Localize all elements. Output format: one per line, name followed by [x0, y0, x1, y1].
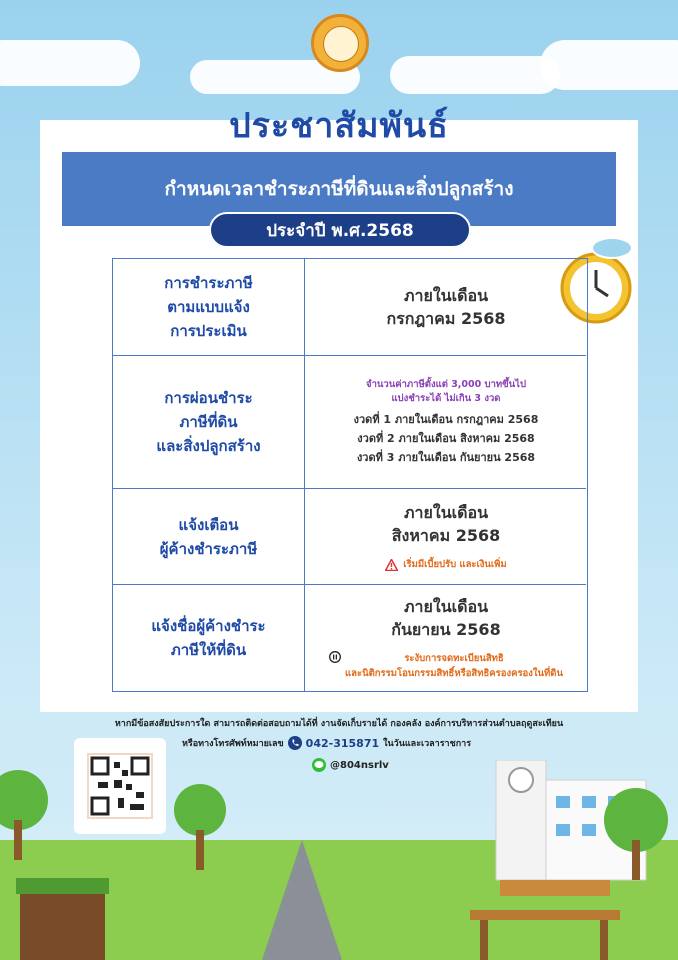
row-label: การผ่อนชำระ ภาษีที่ดิน และสิ่งปลูกสร้าง	[113, 356, 305, 488]
warning-icon	[385, 559, 398, 571]
row-label: แจ้งชื่อผู้ค้างชำระ ภาษีให้ที่ดิน	[113, 585, 305, 691]
row-label: การชำระภาษี ตามแบบแจ้ง การประเมิน	[113, 259, 305, 355]
line-id[interactable]: @804nsrlv	[330, 759, 389, 771]
cloud	[390, 56, 560, 94]
notice-text: ระงับการจดทะเบียนสิทธิ และนิติกรรมโอนกรรมสิทธิ์หรือสิทธิครองครองในที่ดิน	[345, 653, 563, 679]
due-date: ภายในเดือน กรกฎาคม 2568	[386, 286, 506, 328]
organization-seal	[311, 14, 369, 72]
table-row	[113, 356, 586, 489]
due-date: ภายในเดือน สิงหาคม 2568	[391, 503, 501, 545]
installment-note: จำนวนค่าภาษีตั้งแต่ 3,000 บาทขึ้นไป แบ่งชำระได้ ไม่เกิน 3 งวด	[366, 378, 526, 404]
year-pill: ประจำปี พ.ศ.2568	[209, 212, 471, 248]
warning-text: เริ่มมีเบี้ยปรับ และเงินเพิ่ม	[403, 559, 507, 570]
table-row	[113, 489, 586, 585]
installment-item: งวดที่ 3 ภายในเดือน กันยายน 2568	[356, 450, 536, 464]
office-hours: ในวันและเวลาราชการ	[383, 739, 472, 749]
phone-prefix: หรือทางโทรศัพท์หมายเลข	[182, 739, 284, 749]
pause-icon	[329, 651, 341, 663]
contact-line: หากมีข้อสงสัยประการใด สามารถติดต่อสอบถามได้ที่ งานจัดเก็บรายได้ กองคลัง องค์การบริหารส่วนตำบลฤดูสะเทียน	[114, 719, 564, 729]
installment-item: งวดที่ 1 ภายในเดือน กรกฎาคม 2568	[353, 412, 539, 426]
phone-number[interactable]: 042-315871	[305, 736, 380, 750]
table-row	[113, 259, 586, 356]
schedule-table	[112, 258, 588, 692]
landscape-illustration	[0, 760, 678, 960]
phone-line	[182, 736, 471, 750]
installment-item: งวดที่ 2 ภายในเดือน สิงหาคม 2568	[357, 431, 535, 445]
title-banner: กำหนดเวลาชำระภาษีที่ดินและสิ่งปลูกสร้าง	[62, 152, 616, 226]
headline: ประชาสัมพันธ์	[229, 106, 449, 146]
table-row	[113, 585, 586, 691]
cloud	[0, 40, 140, 86]
phone-icon	[288, 736, 302, 750]
due-date: ภายในเดือน กันยายน 2568	[391, 597, 501, 639]
row-label: แจ้งเตือน ผู้ค้างชำระภาษี	[113, 489, 305, 584]
cloud	[540, 40, 678, 90]
